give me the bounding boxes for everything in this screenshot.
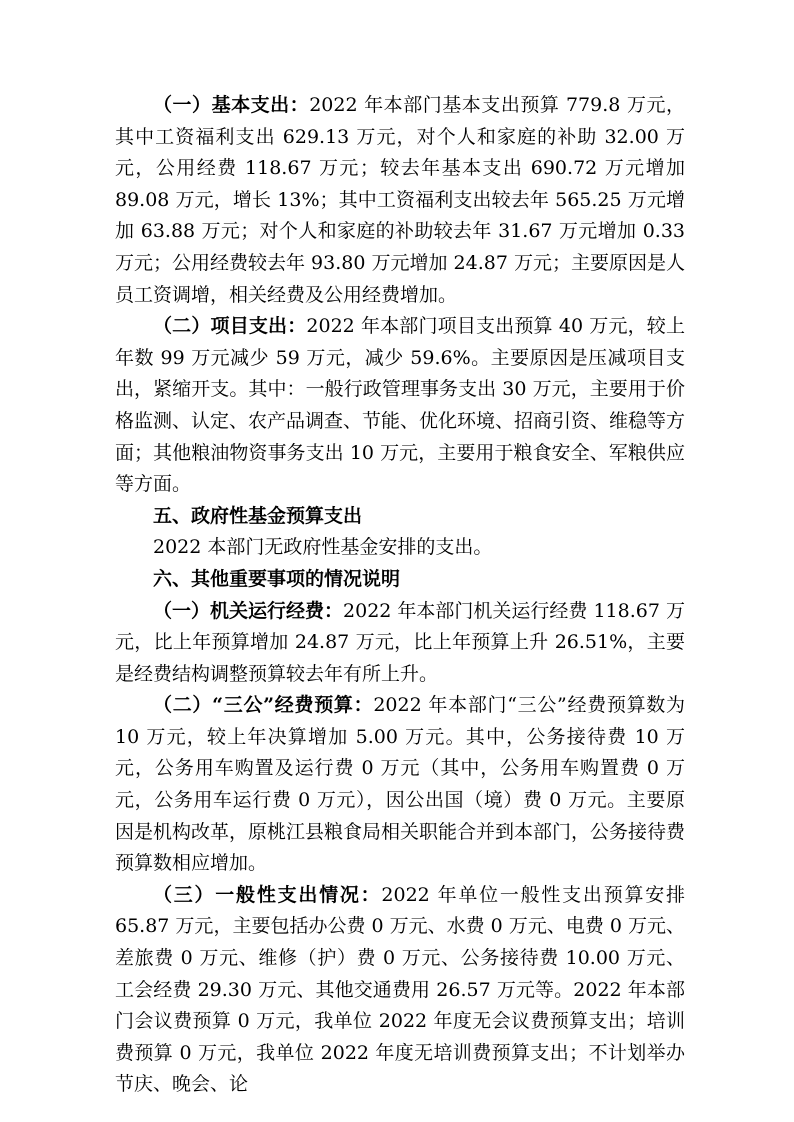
paragraph-fund-budget: 2022 本部门无政府性基金安排的支出。 [153,536,493,559]
paragraph-lead: （二）项目支出： [153,315,307,338]
paragraph-text: 2022 年本部门“三公”经费预算数为 10 万元，较上年决算增加 5.00 万元。其中，公务接待费 10 万元，公务用车购置及运行费 0 万元（其中，公务用车购置费 0 万元，公务用车运行费 0 万元），因公出国（境）费 0 万元。主要原因是机构改革，原桃江县粮食局相关职能合并到本部门，公务接待费预算数相应增加。 [115,694,686,875]
paragraph-text: 2022 年本部门项目支出预算 40 万元，较上年数 99 万元减少 59 万元，减少 59.6%。主要原因是压减项目支出，紧缩开支。其中：一般行政管理事务支出 30 万元，主要用于价格监测、认定、农产品调查、节能、优化环境、招商引资、维稳等方面；其他粮油物资事务支出 10 万元，主要用于粮食安全、军粮供应等方面。 [115,315,686,496]
paragraph-lead: （二）“三公”经费预算： [153,694,374,717]
paragraph-text: 2022 年单位一般性支出预算安排 65.87 万元，主要包括办公费 0 万元、水费 0 万元、电费 0 万元、差旅费 0 万元、维修（护）费 0 万元、公务接待费 10.00 万元、工会经费 29.30 万元、其他交通费用 26.57 万元等。2022 年本部门会议费预算 0 万元，我单位 2022 年度无会议费预算支出；培训费预算 0 万元，我单位 2022 年度无培训费预算支出；不计划举办节庆、晚会、论 [115,883,685,1096]
paragraph-basic-expenditure [115,90,685,311]
paragraph-lead: （一）机关运行经费： [153,599,344,622]
section-heading-other-matters: 六、其他重要事项的情况说明 [153,567,401,590]
paragraph-text: 2022 年本部门机关运行经费 118.67 万元，比上年预算增加 24.87 万元，比上年预算上升 26.51%，主要是经费结构调整预算较去年有所上升。 [115,599,685,685]
paragraph-project-expenditure [115,311,685,501]
paragraph-lead: （一）基本支出： [153,94,310,116]
paragraph-three-public-expenses [115,690,685,880]
paragraph-text: 2022 年本部门基本支出预算 779.8 万元，其中工资福利支出 629.13 万元，对个人和家庭的补助 32.00 万元，公用经费 118.67 万元；较去年基本支出 690.72 万元增加 89.08 万元，增长 13%；其中工资福利支出较去年 565.25 万元增加 63.88 万元；对个人和家庭的补助较去年 31.67 万元增加 0.33 万元；公用经费较去年 93.80 万元增加 24.87 万元；主要原因是人员工资调增，相关经费及公用经费增加。 [115,94,685,306]
document-body [115,90,685,1101]
paragraph-lead: （三）一般性支出情况： [153,883,382,906]
paragraph-operating-expenses [115,596,685,691]
paragraph-general-expenditure [115,880,685,1101]
section-heading-fund-budget: 五、政府性基金预算支出 [153,504,363,527]
